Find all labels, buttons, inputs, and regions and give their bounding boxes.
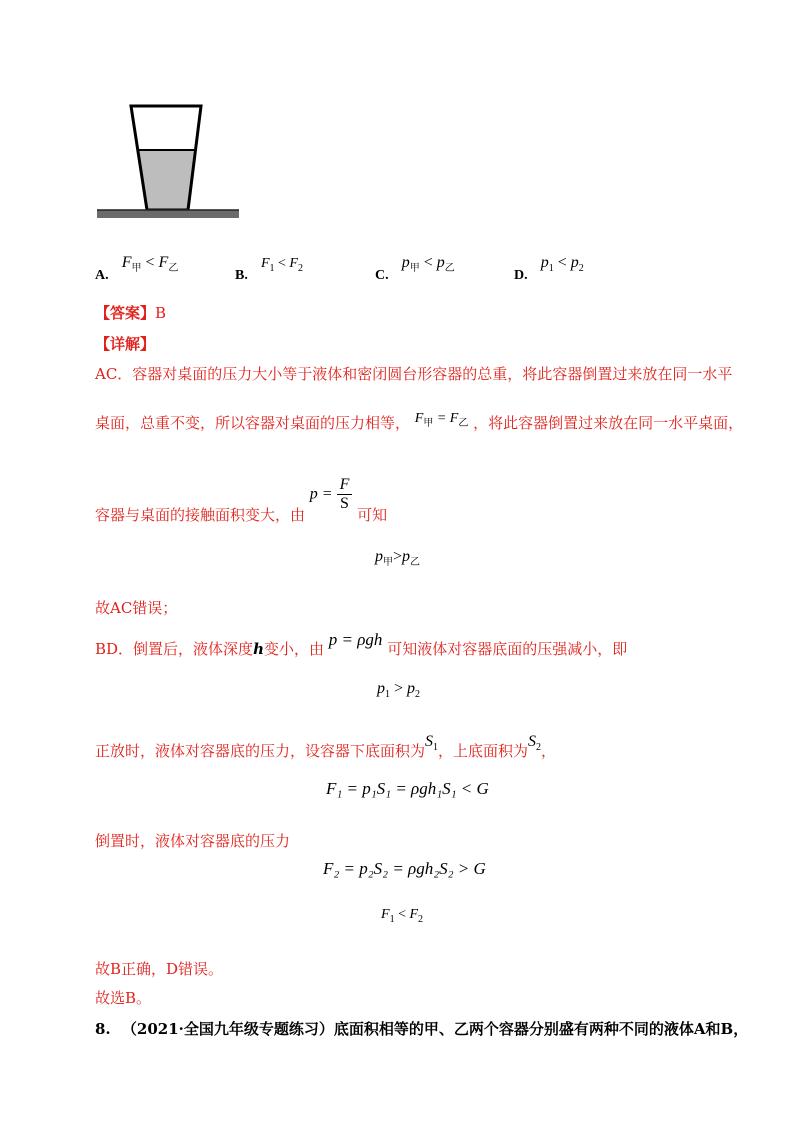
equation-f1-f2: $F_1 < F_2$ [381, 907, 424, 925]
option-letter: B. [235, 268, 248, 283]
option-expression: $F_甲 < F_乙$ [121, 254, 179, 275]
option-c[interactable] [375, 252, 455, 283]
option-expression: $F_1 < F_2$ [260, 256, 303, 274]
option-a[interactable] [95, 252, 179, 283]
option-expression: $p_1 < p_2$ [540, 254, 584, 275]
answer-value: B [155, 304, 167, 322]
option-letter: A. [95, 268, 109, 283]
option-b[interactable] [235, 252, 303, 283]
choose-b: 故选B。 [95, 989, 152, 1007]
pressure-formula: p = $\frac{F}{S}$ [310, 476, 353, 513]
equation-p1-p2: $p_1 > p_2$ [377, 680, 421, 701]
option-expression: $p_甲 < p_乙$ [401, 254, 455, 275]
container-figure [95, 100, 245, 225]
para1-line3: 容器与桌面的接触面积变大，由 p = $\frac{F}{S}$ 可知 [95, 476, 388, 525]
equation-inline-f: $F_甲 = F_乙$ [414, 411, 469, 429]
option-d[interactable] [514, 252, 584, 283]
para1-line2: 桌面，总重不变，所以容器对桌面的压力相等， $F_甲 = F_乙$ ，将此容器倒置过来放在同一水平桌面， [95, 411, 744, 432]
equation-f2: F₂ = p₂S₂ = ρgh₂S₂ > G [323, 859, 486, 878]
answer-label: 【答案】 [95, 304, 156, 322]
question-8 [95, 1018, 748, 1039]
question-number: 8. [95, 1020, 111, 1038]
equation-p-jia-yi: $p_甲>p_乙$ [375, 548, 421, 569]
detail-label: 【详解】 [95, 335, 156, 353]
bd-line: BD．倒置后，液体深度h变小，由 p = ρgh 可知液体对容器底面的压强减小，即 [95, 630, 628, 658]
ground-surface [97, 210, 239, 218]
question-text: （2021·全国九年级专题练习）底面积相等的甲、乙两个容器分别盛有两种不同的液体A和B， [121, 1020, 749, 1038]
answer-line [95, 302, 166, 323]
equation-f1: F₁ = p₁S₁ = ρgh₁S₁ < G [326, 779, 489, 798]
hydrostatic-formula: p = ρgh [328, 630, 383, 649]
ac-wrong: 故AC错误； [95, 599, 178, 617]
inverted-line: 倒置时，液体对容器底的压力 [95, 832, 291, 850]
option-letter: D. [514, 268, 528, 283]
para1-line1: AC．容器对桌面的压力大小等于液体和密闭圆台形容器的总重，将此容器倒置过来放在同一水平 [95, 365, 733, 383]
option-letter: C. [375, 268, 389, 283]
upright-line: 正放时，液体对容器底的压力，设容器下底面积为$S_1$，上底面积为$S_2$， [95, 733, 557, 760]
b-correct: 故B正确，D错误。 [95, 960, 224, 978]
